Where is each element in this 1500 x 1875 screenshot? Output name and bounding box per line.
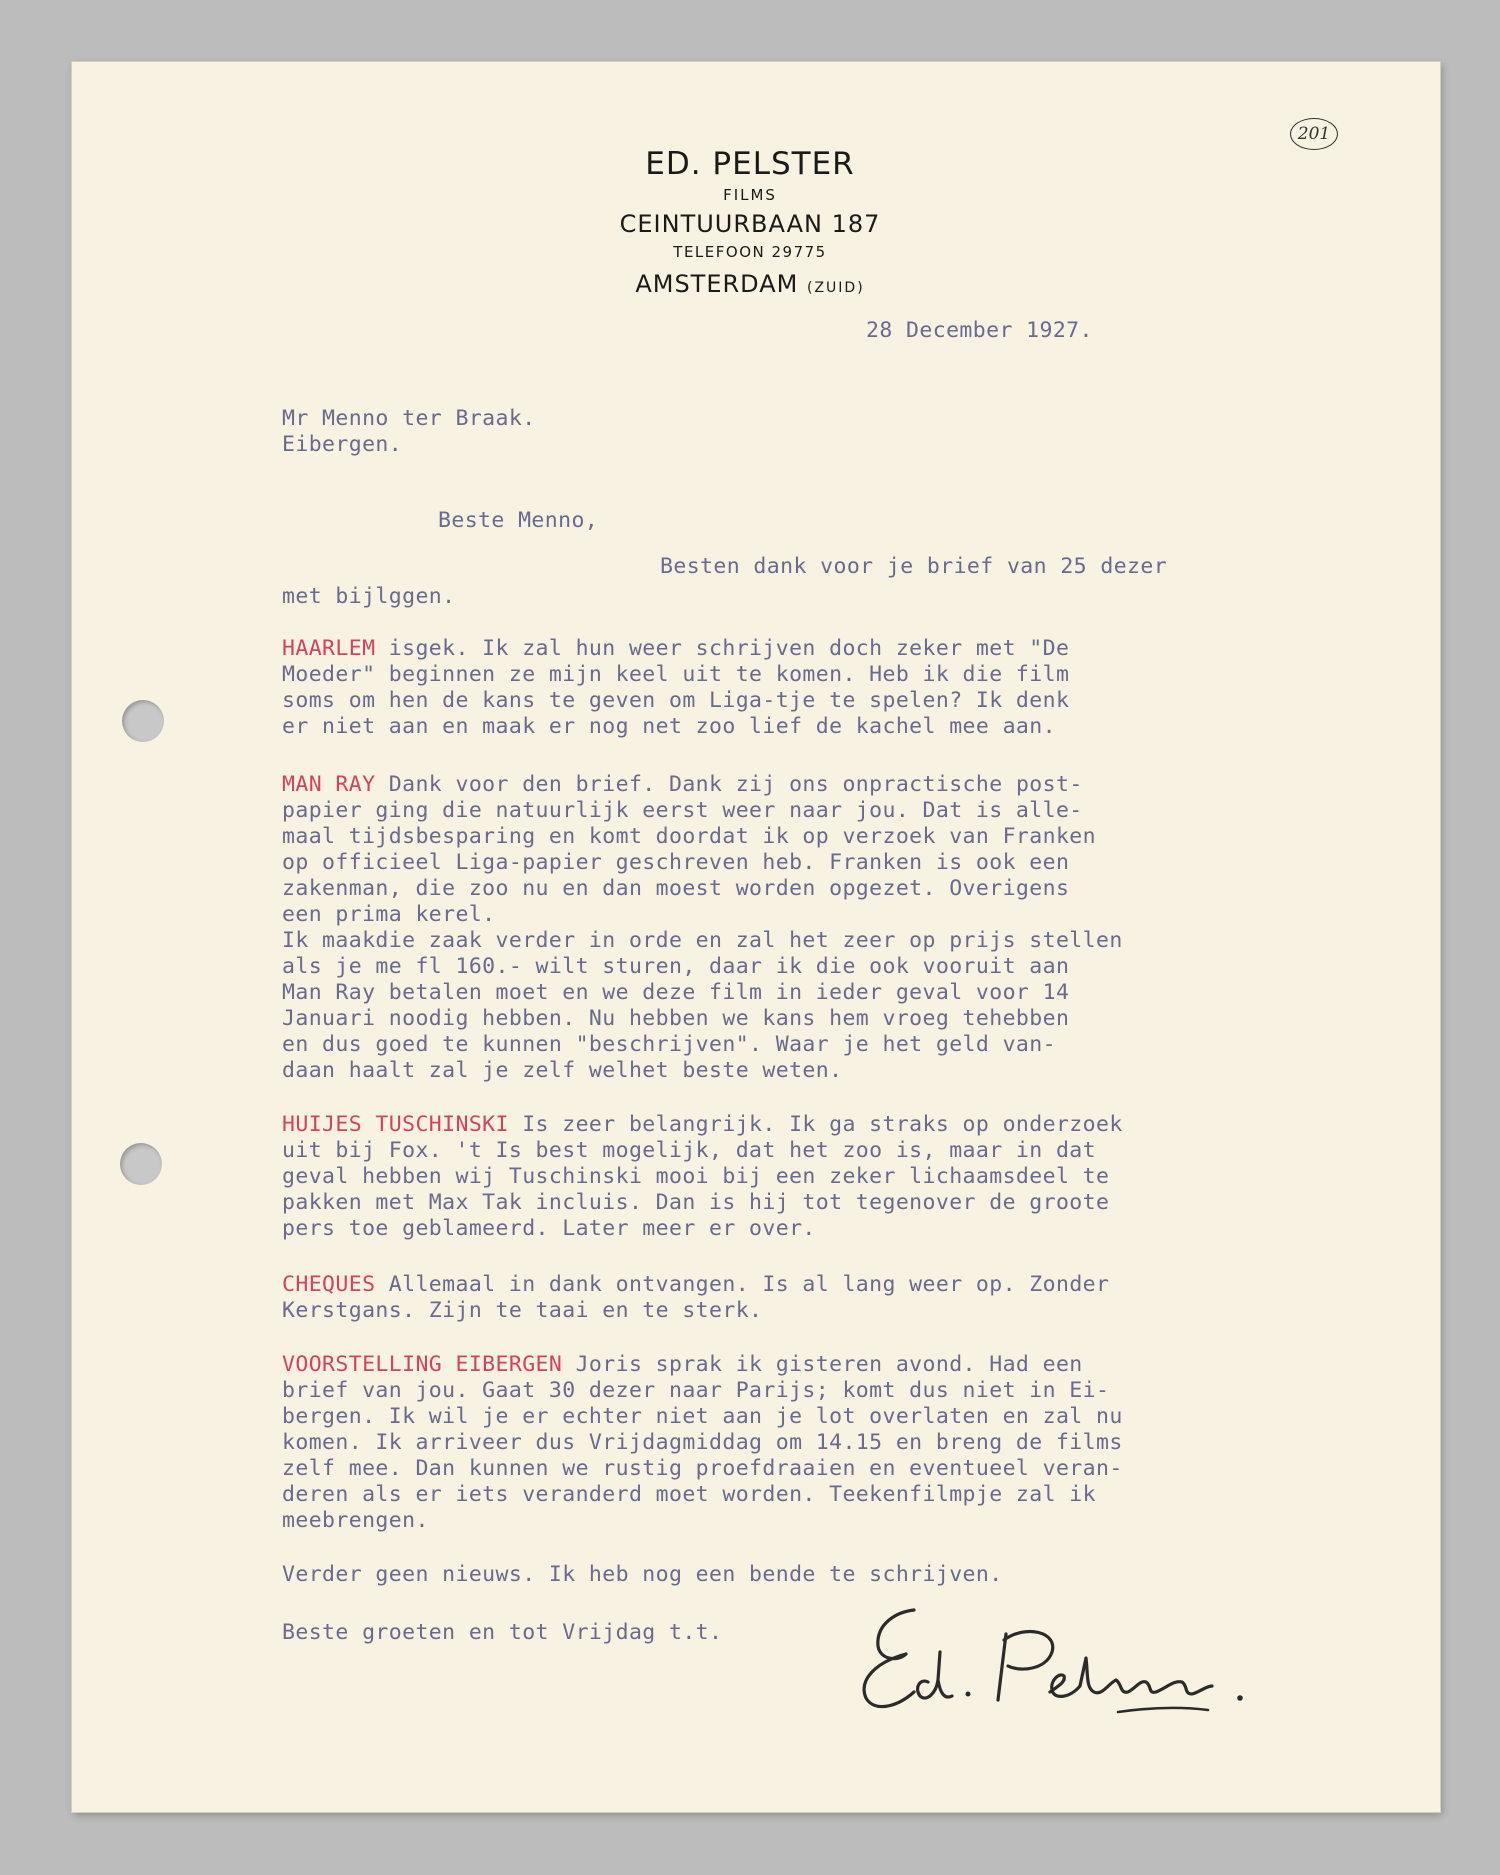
paragraph-line: komen. Ik arriveer dus Vrijdagmiddag om 14.15 en breng de films (282, 1430, 1123, 1455)
section-heading-tuschinski: HUIJES TUSCHINSKI (282, 1112, 509, 1137)
paragraph-line: en dus goed te kunnen "beschrijven". Waar je het geld van- (282, 1032, 1056, 1057)
section-man-ray-first-line: MAN RAY Dank voor den brief. Dank zij ons onpractische post- (282, 772, 1083, 797)
opening-line-1: Besten dank voor je brief van 25 dezer (660, 554, 1168, 579)
page-number-stamp: 201 (1290, 118, 1338, 150)
section-heading-cheques: CHEQUES (282, 1272, 376, 1297)
paragraph-line: meebrengen. (282, 1508, 429, 1533)
paragraph-line: zakenman, die zoo nu en dan moest worden opgezet. Overigens (282, 876, 1070, 901)
letter-date: 28 December 1927. (866, 318, 1093, 343)
closing-line: Verder geen nieuws. Ik heb nog een bende te schrijven. (282, 1562, 1003, 1587)
paragraph-line: op officieel Liga-papier geschreven heb. Franken is ook een (282, 850, 1070, 875)
paragraph-line: Moeder" beginnen ze mijn keel uit te komen. Heb ik die film (282, 662, 1070, 687)
paragraph-line: bergen. Ik wil je er echter niet aan je lot overlaten en zal nu (282, 1404, 1123, 1429)
paragraph-line: er niet aan en maak er nog net zoo lief de kachel mee aan. (282, 714, 1056, 739)
recipient-place: Eibergen. (282, 432, 403, 457)
section-haarlem-first-line: HAARLEM isgek. Ik zal hun weer schrijven doch zeker met "De (282, 636, 1070, 661)
paragraph-line: daan haalt zal je zelf welhet beste weten. (282, 1058, 843, 1083)
paragraph-line: pers toe geblameerd. Later meer er over. (282, 1216, 816, 1241)
paragraph-line: Kerstgans. Zijn te taai en te sterk. (282, 1298, 763, 1323)
paragraph-line: uit bij Fox. 't Is best mogelijk, dat het zoo is, maar in dat (282, 1138, 1096, 1163)
paragraph-line: Januari noodig hebben. Nu hebben we kans hem vroeg tehebben (282, 1006, 1070, 1031)
section-heading-eibergen: VOORSTELLING EIBERGEN (282, 1352, 563, 1377)
section-heading-haarlem: HAARLEM (282, 636, 376, 661)
paragraph-line: geval hebben wij Tuschinski mooi bij een zeker lichaamsdeel te (282, 1164, 1110, 1189)
opening-line-2: met bijlggen. (282, 584, 456, 609)
paragraph-line: brief van jou. Gaat 30 dezer naar Parijs; komt dus niet in Ei- (282, 1378, 1110, 1403)
recipient-name: Mr Menno ter Braak. (282, 406, 536, 431)
section-eibergen-first-line: VOORSTELLING EIBERGEN Joris sprak ik gisteren avond. Had een (282, 1352, 1083, 1377)
letterhead-city (0, 270, 1500, 298)
letterhead-films: FILMS (723, 186, 777, 204)
punch-hole-upper (122, 700, 164, 742)
section-tuschinski-first-line: HUIJES TUSCHINSKI Is zeer belangrijk. Ik ga straks op onderzoek (282, 1112, 1123, 1137)
paragraph-line: soms om hen de kans te geven om Liga-tje te spelen? Ik denk (282, 688, 1070, 713)
section-cheques-first-line: CHEQUES Allemaal in dank ontvangen. Is al lang weer op. Zonder (282, 1272, 1110, 1297)
paragraph-line: maal tijdsbesparing en komt doordat ik op verzoek van Franken (282, 824, 1096, 849)
paragraph-line: deren als er iets veranderd moet worden. Teekenfilmpje zal ik (282, 1482, 1096, 1507)
letterhead-district: (ZUID) (807, 280, 865, 296)
regards-line: Beste groeten en tot Vrijdag t.t. (282, 1620, 723, 1645)
paragraph-line: een prima kerel. (282, 902, 496, 927)
paragraph-line: Ik maakdie zaak verder in orde en zal het zeer op prijs stellen (282, 928, 1123, 953)
letterhead-city-name: AMSTERDAM (635, 270, 799, 298)
letterhead-name: ED. PELSTER (645, 146, 855, 182)
salutation: Beste Menno, (438, 508, 599, 533)
letterhead-address: CEINTUURBAAN 187 (619, 210, 881, 238)
punch-hole-lower (120, 1143, 162, 1185)
letterhead-telephone: TELEFOON 29775 (673, 243, 827, 261)
paragraph-line: papier ging die natuurlijk eerst weer naar jou. Dat is alle- (282, 798, 1083, 823)
paragraph-line: als je me fl 160.- wilt sturen, daar ik die ook vooruit aan (282, 954, 1070, 979)
paragraph-line: pakken met Max Tak incluis. Dan is hij tot tegenover de groote (282, 1190, 1110, 1215)
handwritten-signature (836, 1588, 1256, 1728)
paragraph-line: zelf mee. Dan kunnen we rustig proefdraaien en eventueel veran- (282, 1456, 1123, 1481)
section-heading-man-ray: MAN RAY (282, 772, 376, 797)
paragraph-line: Man Ray betalen moet en we deze film in ieder geval voor 14 (282, 980, 1070, 1005)
